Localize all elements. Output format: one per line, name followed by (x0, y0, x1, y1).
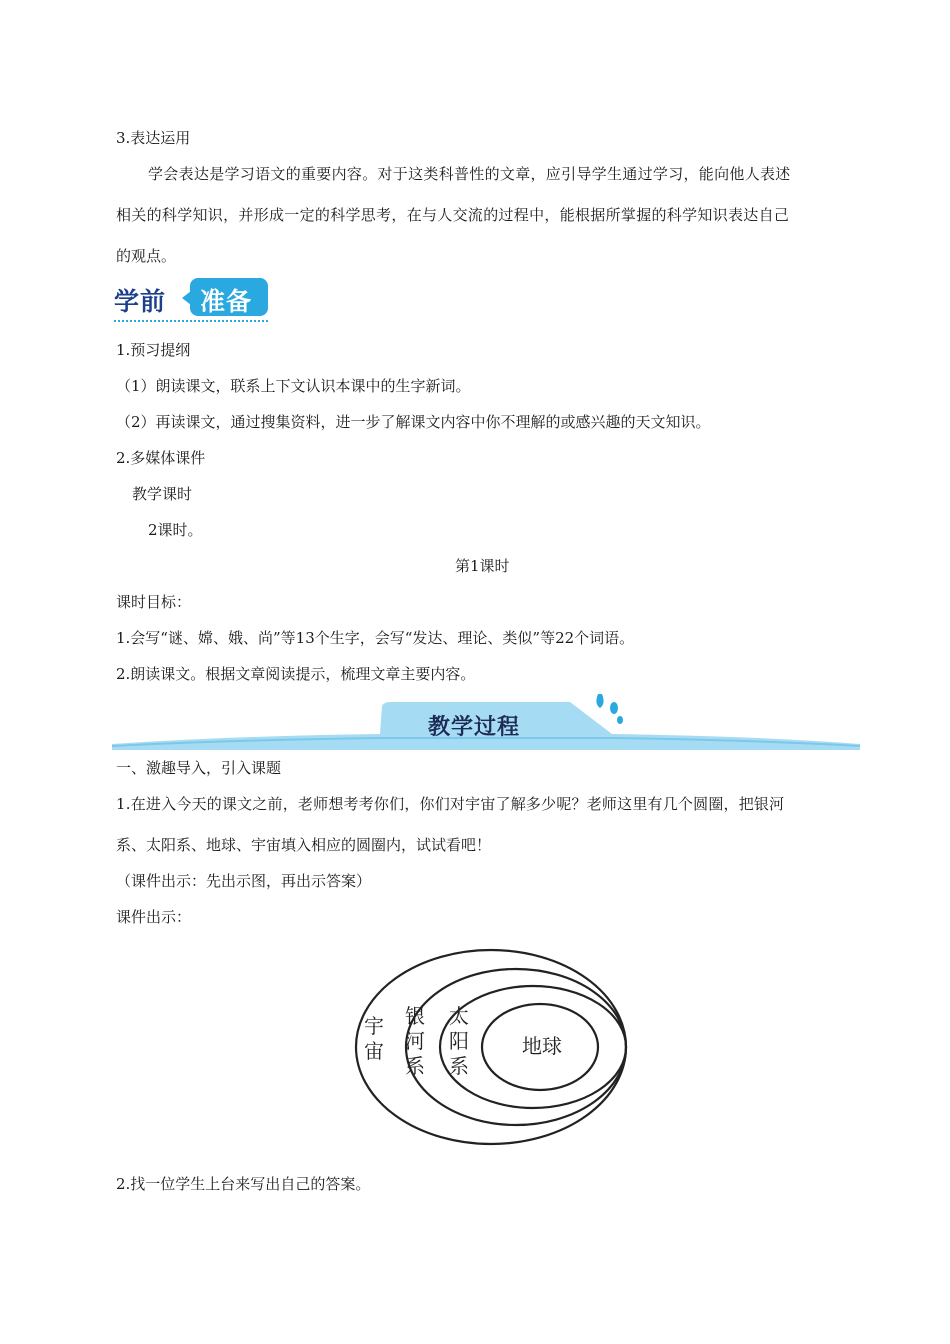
goals-label: 课时目标： (116, 593, 192, 611)
label-solar-system: 太阳系 (449, 1004, 469, 1078)
water-drop-icon (617, 716, 623, 724)
prep-banner-left: 学前 (114, 287, 167, 316)
lesson-title: 第1课时 (455, 557, 510, 575)
paragraph-line: 的观点。 (116, 247, 177, 265)
prep-banner (114, 278, 270, 324)
label-milky-way: 银河系 (405, 1004, 425, 1078)
outline-heading: 1.预习提纲 (116, 341, 191, 359)
water-drop-icon (610, 702, 618, 714)
section-heading-expression: 3.表达运用 (116, 129, 191, 147)
outline-item: （2）再读课文，通过搜集资料，进一步了解课文内容中你不理解的或感兴趣的天文知识。 (116, 413, 711, 431)
paragraph-line: 学会表达是学习语文的重要内容。对于这类科普性的文章，应引导学生通过学习，能向他人表述 (148, 165, 791, 183)
process-banner-title: 教学过程 (428, 715, 521, 740)
nested-circles-diagram (352, 946, 632, 1156)
banner-dotted-underline (114, 320, 268, 322)
question-line: 系、太阳系、地球、宇宙填入相应的圆圈内，试试看吧！ (116, 836, 492, 854)
hours-value: 2课时。 (148, 521, 203, 539)
courseware-label: 课件出示： (116, 908, 192, 926)
media-heading: 2.多媒体课件 (116, 449, 206, 467)
nested-circles-graphic (352, 946, 632, 1156)
step-heading: 一、激趣导入，引入课题 (116, 759, 282, 777)
hours-label: 教学课时 (132, 485, 193, 503)
label-earth: 地球 (522, 1034, 562, 1058)
water-drop-icon (596, 694, 603, 708)
paragraph-line: 相关的科学知识，并形成一定的科学思考，在与人交流的过程中，能根据所掌握的科学知识表达自己 (116, 206, 790, 224)
outline-item: （1）朗读课文，联系上下文认识本课中的生字新词。 (116, 377, 471, 395)
question-line: 1.在进入今天的课文之前，老师想考考你们，你们对宇宙了解多少呢？老师这里有几个圆圈，把银河 (116, 795, 785, 813)
goal-item: 1.会写“谜、嫦、娥、尚”等13个生字，会写“发达、理论、类似”等22个词语。 (116, 629, 635, 647)
question-line: 2.找一位学生上台来写出自己的答案。 (116, 1175, 371, 1193)
courseware-note: （课件出示：先出示图，再出示答案） (116, 872, 372, 890)
goal-item: 2.朗读课文。根据文章阅读提示，梳理文章主要内容。 (116, 665, 476, 683)
prep-banner-right: 准备 (200, 287, 253, 316)
label-universe: 宇宙 (364, 1014, 384, 1063)
process-banner (112, 692, 860, 750)
